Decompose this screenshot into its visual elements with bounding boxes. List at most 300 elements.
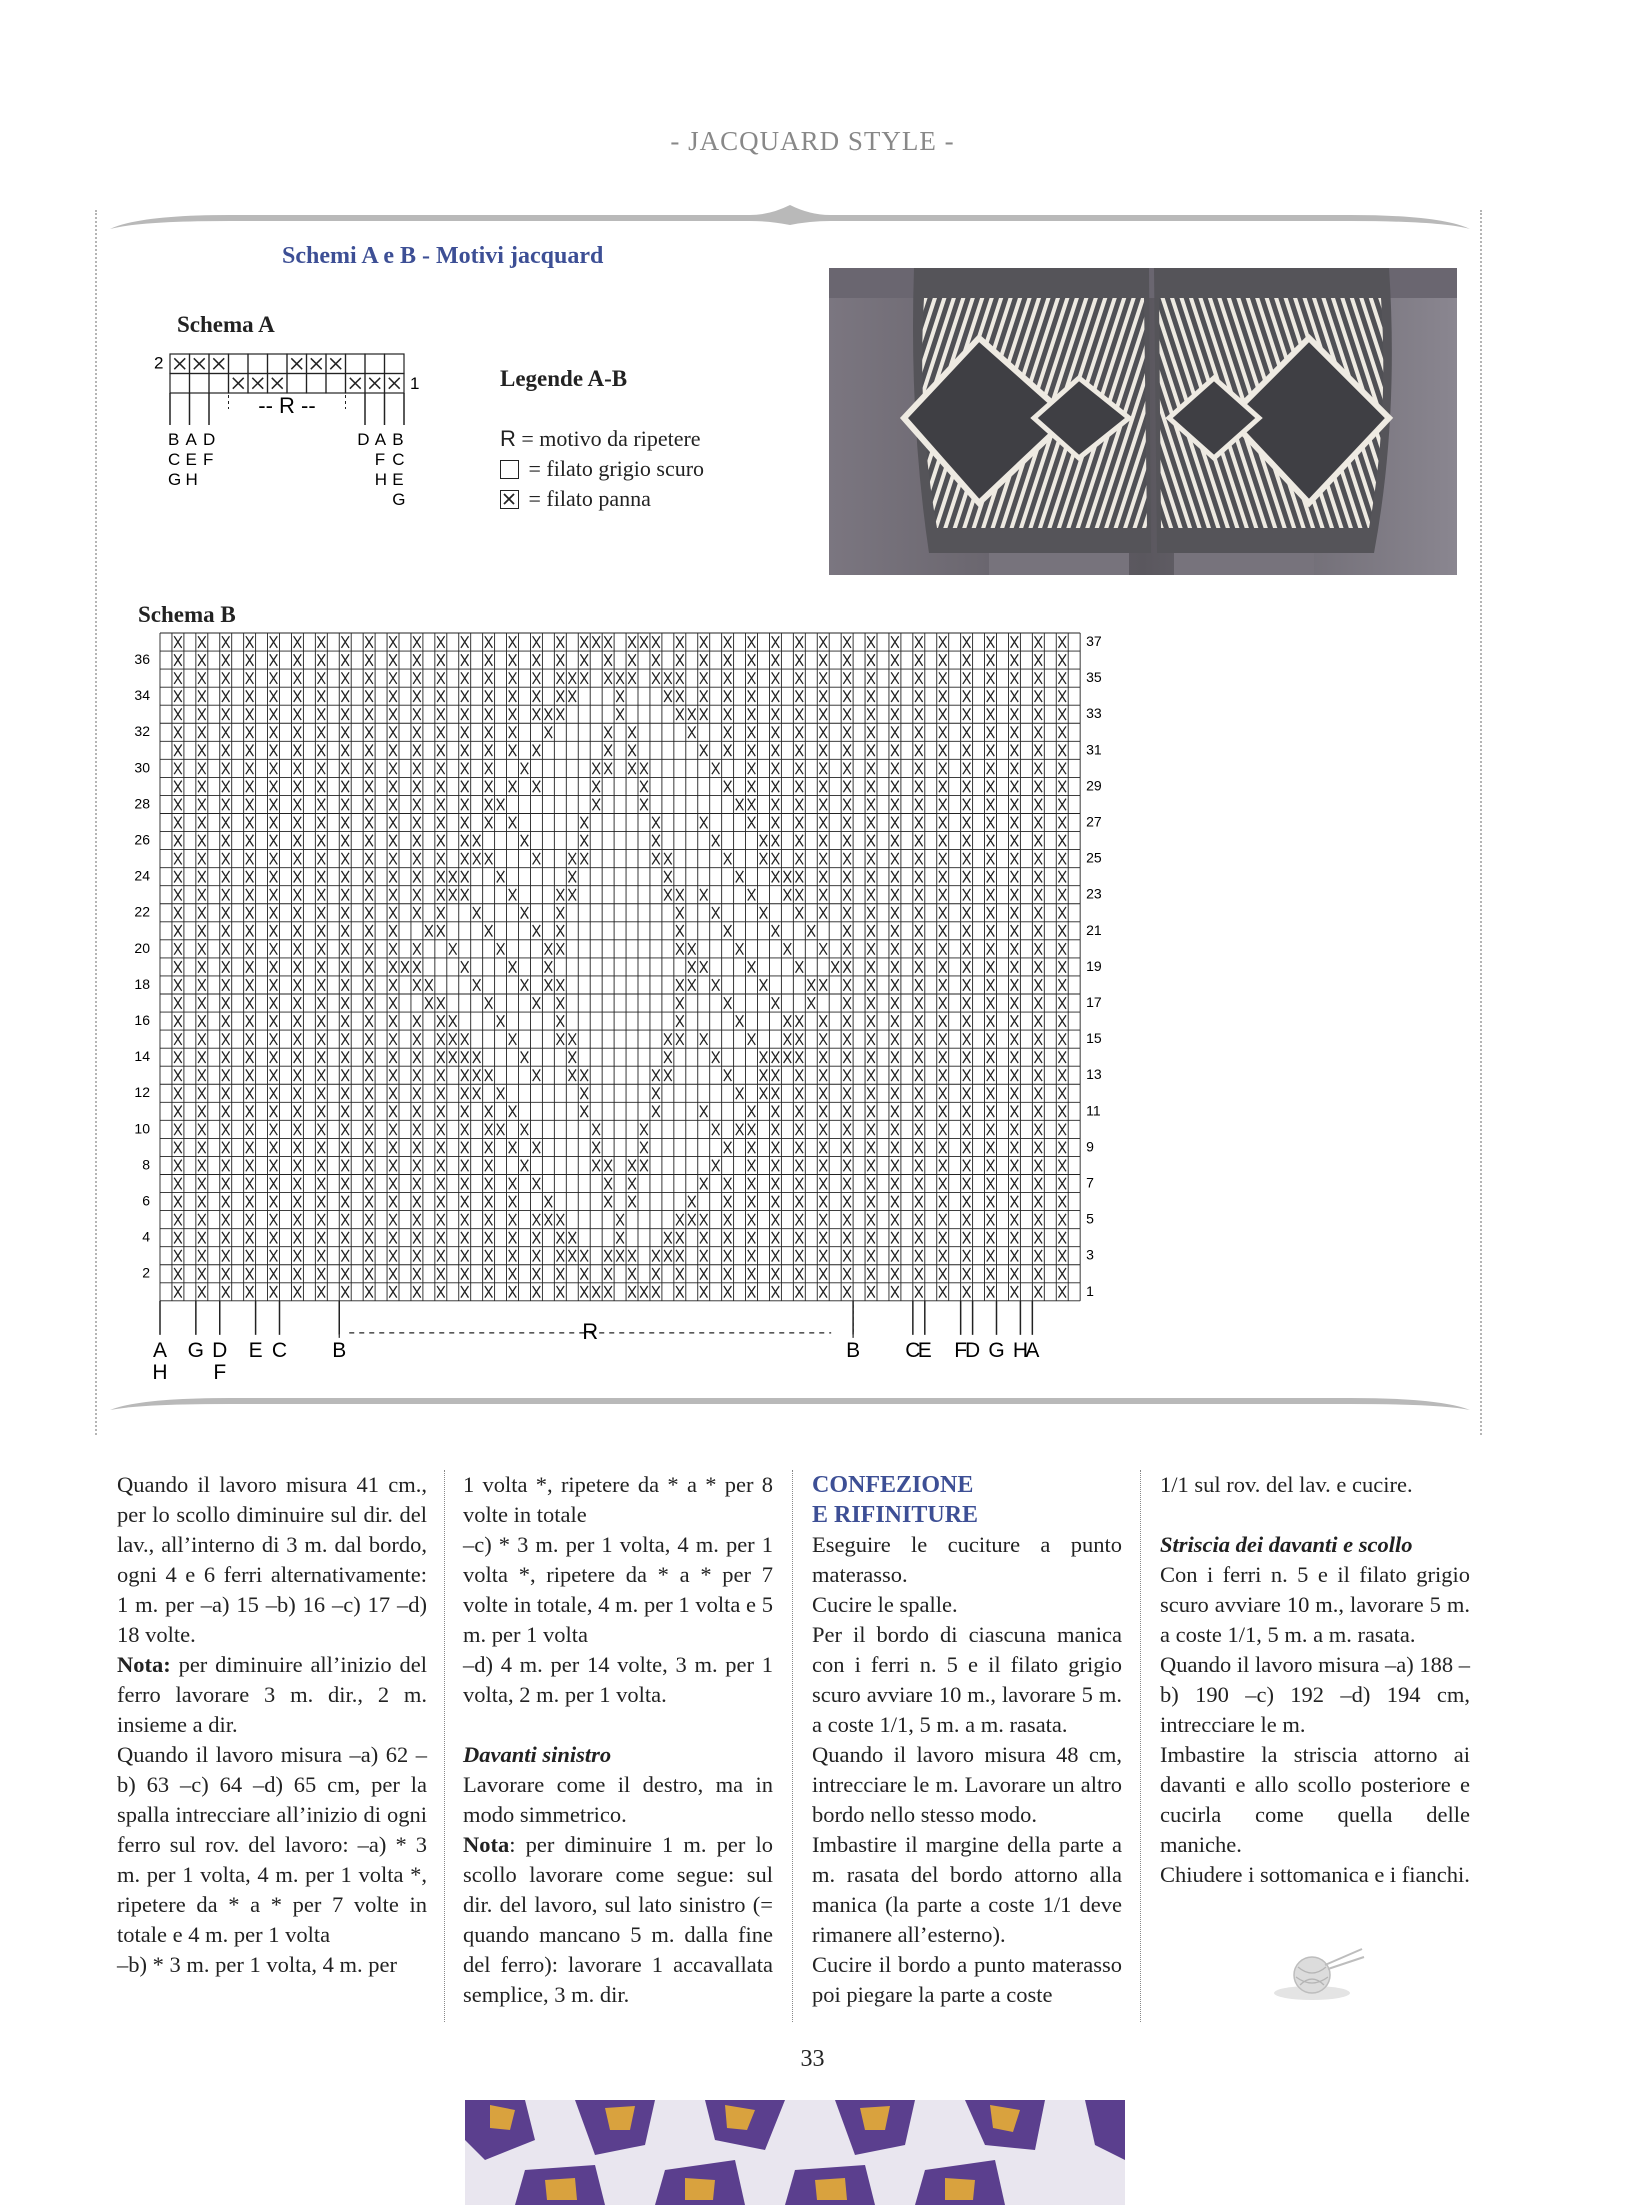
x-stitch	[222, 1124, 230, 1136]
x-stitch	[533, 853, 541, 865]
x-stitch	[891, 871, 899, 883]
x-stitch	[318, 1069, 326, 1081]
x-stitch	[449, 1015, 457, 1027]
x-stitch	[198, 925, 206, 937]
x-stitch	[198, 1232, 206, 1244]
x-stitch	[1058, 636, 1066, 648]
x-stitch	[891, 1196, 899, 1208]
x-stitch	[509, 726, 517, 738]
x-stitch	[1058, 997, 1066, 1009]
x-stitch	[867, 871, 875, 883]
x-stitch	[369, 378, 380, 389]
x-stitch	[389, 1069, 397, 1081]
x-stitch	[461, 799, 469, 811]
x-stitch	[963, 961, 971, 973]
x-stitch	[760, 979, 768, 991]
x-stitch	[246, 1214, 254, 1226]
x-stitch	[341, 997, 349, 1009]
x-stitch	[485, 1250, 493, 1262]
x-stitch	[318, 871, 326, 883]
x-stitch	[724, 1268, 732, 1280]
x-stitch	[341, 1015, 349, 1027]
x-stitch	[1058, 672, 1066, 684]
x-stitch	[915, 925, 923, 937]
x-stitch	[867, 1033, 875, 1045]
x-stitch	[772, 781, 780, 793]
x-stitch	[365, 781, 373, 793]
col3-paragraph-1: Eseguire le cuciture a punto materasso.	[812, 1532, 1122, 1587]
col2-heading: Davanti sinistro	[463, 1742, 612, 1767]
x-stitch	[365, 1250, 373, 1262]
x-stitch	[867, 1051, 875, 1063]
x-stitch	[389, 672, 397, 684]
x-stitch	[1035, 979, 1043, 991]
x-stitch	[987, 853, 995, 865]
x-stitch	[318, 817, 326, 829]
x-stitch	[664, 1250, 672, 1262]
x-stitch	[318, 781, 326, 793]
x-stitch	[915, 654, 923, 666]
x-stitch	[341, 672, 349, 684]
x-stitch	[939, 726, 947, 738]
x-stitch	[1035, 1033, 1043, 1045]
x-stitch	[784, 889, 792, 901]
x-stitch	[222, 1214, 230, 1226]
grid-cell	[229, 354, 249, 374]
x-stitch	[461, 1051, 469, 1063]
x-stitch	[1035, 1051, 1043, 1063]
x-stitch	[389, 871, 397, 883]
x-stitch	[867, 636, 875, 648]
marker-letter: B	[332, 1338, 347, 1362]
x-stitch	[987, 925, 995, 937]
x-stitch	[341, 1142, 349, 1154]
x-stitch	[437, 817, 445, 829]
column-rule-1	[444, 1470, 445, 2022]
x-stitch	[772, 1160, 780, 1172]
x-stitch	[350, 378, 361, 389]
x-stitch	[1035, 1214, 1043, 1226]
x-stitch	[318, 1250, 326, 1262]
x-stitch	[485, 708, 493, 720]
x-stitch	[389, 1232, 397, 1244]
x-stitch	[294, 1087, 302, 1099]
x-stitch	[222, 1232, 230, 1244]
x-stitch	[294, 672, 302, 684]
x-stitch	[270, 763, 278, 775]
x-stitch	[580, 654, 588, 666]
x-stitch	[497, 1087, 505, 1099]
x-stitch	[461, 672, 469, 684]
x-stitch	[365, 1069, 373, 1081]
x-stitch	[461, 961, 469, 973]
x-stitch	[318, 690, 326, 702]
x-stitch	[915, 1142, 923, 1154]
x-stitch	[616, 690, 624, 702]
x-stitch	[557, 1250, 565, 1262]
x-stitch	[413, 1268, 421, 1280]
x-stitch	[198, 1106, 206, 1118]
x-stitch	[796, 1178, 804, 1190]
x-stitch	[485, 726, 493, 738]
x-stitch	[341, 781, 349, 793]
x-stitch	[819, 672, 827, 684]
x-stitch	[246, 997, 254, 1009]
x-stitch	[198, 636, 206, 648]
x-stitch	[867, 745, 875, 757]
x-stitch	[246, 726, 254, 738]
x-stitch	[341, 1232, 349, 1244]
x-stitch	[796, 1250, 804, 1262]
x-stitch	[294, 1015, 302, 1027]
x-stitch	[270, 672, 278, 684]
x-stitch	[246, 943, 254, 955]
col4-paragraph-4: Imbastire la striscia attorno ai davanti e allo scollo posteriore e cucirla come quella delle maniche.	[1160, 1742, 1470, 1857]
schema-b-stitches	[174, 636, 1066, 1297]
x-stitch	[485, 745, 493, 757]
x-stitch	[198, 1015, 206, 1027]
x-stitch	[939, 1051, 947, 1063]
x-stitch	[891, 690, 899, 702]
section-title: Schemi A e B - Motivi jacquard	[282, 243, 604, 269]
x-stitch	[318, 997, 326, 1009]
x-stitch	[772, 997, 780, 1009]
x-stitch	[796, 1015, 804, 1027]
x-stitch	[365, 1214, 373, 1226]
x-stitch	[365, 817, 373, 829]
x-stitch	[473, 1051, 481, 1063]
x-stitch	[963, 907, 971, 919]
x-stitch	[174, 1160, 182, 1172]
x-stitch	[174, 763, 182, 775]
x-stitch	[557, 690, 565, 702]
x-stitch	[545, 943, 553, 955]
marker-letter: A	[152, 1338, 168, 1362]
marker-letter: G	[392, 490, 406, 509]
x-stitch	[867, 1214, 875, 1226]
x-stitch	[341, 799, 349, 811]
x-stitch	[939, 1178, 947, 1190]
x-stitch	[963, 1268, 971, 1280]
x-stitch	[557, 672, 565, 684]
x-stitch	[413, 763, 421, 775]
x-stitch	[963, 690, 971, 702]
x-stitch	[676, 654, 684, 666]
marker-letter: H	[185, 470, 198, 489]
x-stitch	[891, 1033, 899, 1045]
x-stitch	[1058, 817, 1066, 829]
x-stitch	[819, 1160, 827, 1172]
x-stitch	[724, 1142, 732, 1154]
x-stitch	[294, 1250, 302, 1262]
x-stitch	[222, 1268, 230, 1280]
x-stitch	[963, 979, 971, 991]
x-stitch	[1058, 1178, 1066, 1190]
x-stitch	[389, 853, 397, 865]
knitted-fabric-photo	[465, 2100, 1125, 2205]
x-stitch	[521, 763, 529, 775]
x-stitch	[676, 997, 684, 1009]
x-stitch	[640, 1142, 648, 1154]
x-stitch	[341, 1069, 349, 1081]
x-stitch	[1058, 1286, 1066, 1298]
x-stitch	[939, 1196, 947, 1208]
row-number-right: 15	[1086, 1030, 1102, 1047]
x-stitch	[1035, 1087, 1043, 1099]
x-stitch	[449, 871, 457, 883]
x-stitch	[341, 726, 349, 738]
x-stitch	[461, 889, 469, 901]
x-stitch	[485, 1178, 493, 1190]
x-stitch	[676, 943, 684, 955]
x-stitch	[198, 1196, 206, 1208]
x-stitch	[891, 1178, 899, 1190]
schema-a-grid	[170, 354, 404, 393]
x-stitch	[413, 690, 421, 702]
x-stitch	[748, 763, 756, 775]
x-stitch	[473, 1069, 481, 1081]
row-number-right: 5	[1086, 1210, 1094, 1227]
x-stitch	[867, 1087, 875, 1099]
x-stitch	[987, 1051, 995, 1063]
x-stitch	[1011, 925, 1019, 937]
marker-letter: B	[392, 430, 404, 449]
x-stitch	[318, 1051, 326, 1063]
x-stitch	[867, 925, 875, 937]
x-stitch	[843, 907, 851, 919]
x-stitch	[796, 1087, 804, 1099]
x-stitch	[365, 672, 373, 684]
x-stitch	[963, 1178, 971, 1190]
x-stitch	[987, 817, 995, 829]
x-stitch	[1011, 1250, 1019, 1262]
x-stitch	[198, 1124, 206, 1136]
x-stitch	[664, 672, 672, 684]
col4-paragraph-3: Quando il lavoro misura –a) 188 –b) 190 –c) 192 –d) 194 cm, intrecciare le m.	[1160, 1652, 1470, 1737]
x-stitch	[174, 1106, 182, 1118]
x-stitch	[252, 378, 263, 389]
x-stitch	[198, 1069, 206, 1081]
x-stitch	[819, 817, 827, 829]
col2-paragraph-2: –c) * 3 m. per 1 volta, 4 m. per 1 volta *, ripetere da * a * per 7 volte in totale, 4 m. per 1 volta e 5 m. per 1 volta	[463, 1532, 773, 1647]
x-stitch	[413, 654, 421, 666]
x-stitch	[198, 1286, 206, 1298]
x-stitch	[174, 1178, 182, 1190]
x-stitch	[580, 636, 588, 648]
x-stitch	[365, 997, 373, 1009]
x-stitch	[389, 799, 397, 811]
x-stitch	[939, 943, 947, 955]
x-stitch	[389, 726, 397, 738]
x-stitch	[819, 943, 827, 955]
x-stitch	[341, 1087, 349, 1099]
x-stitch	[724, 997, 732, 1009]
x-stitch	[389, 781, 397, 793]
row-number-left: 32	[134, 723, 150, 740]
x-stitch	[963, 1106, 971, 1118]
x-stitch	[318, 943, 326, 955]
x-stitch	[222, 763, 230, 775]
x-stitch	[1058, 1124, 1066, 1136]
x-stitch	[819, 799, 827, 811]
x-stitch	[891, 1015, 899, 1027]
row-number-left: 34	[134, 687, 150, 704]
x-stitch	[389, 654, 397, 666]
x-stitch	[246, 654, 254, 666]
x-stitch	[772, 871, 780, 883]
x-stitch	[604, 1196, 612, 1208]
grid-cell	[326, 374, 346, 394]
x-stitch	[437, 871, 445, 883]
x-stitch	[819, 1196, 827, 1208]
x-stitch	[437, 1106, 445, 1118]
x-stitch	[341, 1268, 349, 1280]
x-stitch	[318, 1268, 326, 1280]
x-stitch	[389, 636, 397, 648]
x-stitch	[485, 636, 493, 648]
x-stitch	[533, 997, 541, 1009]
x-stitch	[843, 799, 851, 811]
marker-letter: E	[248, 1338, 263, 1362]
x-stitch	[569, 690, 577, 702]
grid-cell	[268, 354, 288, 374]
x-stitch	[700, 690, 708, 702]
x-stitch	[772, 1087, 780, 1099]
x-stitch	[640, 1124, 648, 1136]
x-stitch	[796, 961, 804, 973]
x-stitch	[700, 1106, 708, 1118]
marker-letter: D	[357, 430, 370, 449]
marker-letter: A	[185, 430, 197, 449]
x-stitch	[652, 817, 660, 829]
x-stitch	[772, 1106, 780, 1118]
x-stitch	[1058, 853, 1066, 865]
x-stitch	[413, 1196, 421, 1208]
x-stitch	[772, 925, 780, 937]
x-stitch	[569, 1232, 577, 1244]
x-stitch	[198, 1250, 206, 1262]
x-stitch	[1011, 1051, 1019, 1063]
x-stitch	[843, 654, 851, 666]
x-stitch	[1035, 997, 1043, 1009]
x-stitch	[341, 1051, 349, 1063]
x-stitch	[270, 654, 278, 666]
col2-spacer	[463, 1710, 773, 1740]
x-stitch	[963, 763, 971, 775]
x-stitch	[222, 726, 230, 738]
x-stitch	[867, 708, 875, 720]
x-stitch	[796, 726, 804, 738]
row-number-left: 30	[134, 759, 150, 776]
x-stitch	[294, 925, 302, 937]
x-stitch	[246, 1142, 254, 1154]
col1-paragraph-3: –b) * 3 m. per 1 volta, 4 m. per	[117, 1952, 397, 1977]
x-stitch	[222, 853, 230, 865]
col2-paragraph-1: 1 volta *, ripetere da * a * per 8 volte in totale	[463, 1472, 773, 1527]
x-stitch	[1011, 979, 1019, 991]
x-stitch	[1035, 817, 1043, 829]
x-stitch	[1035, 763, 1043, 775]
x-stitch	[891, 1232, 899, 1244]
x-stitch	[1035, 925, 1043, 937]
x-stitch	[437, 1286, 445, 1298]
x-stitch	[772, 1286, 780, 1298]
x-stitch	[1058, 943, 1066, 955]
x-stitch	[819, 853, 827, 865]
x-stitch	[437, 1160, 445, 1172]
x-stitch	[843, 943, 851, 955]
x-stitch	[365, 726, 373, 738]
x-stitch	[1058, 690, 1066, 702]
col3-paragraph-4: Quando il lavoro misura 48 cm, intrecciare le m. Lavorare un altro bordo nello stesso modo.	[812, 1742, 1122, 1827]
x-stitch	[246, 1124, 254, 1136]
x-stitch	[533, 654, 541, 666]
x-stitch	[736, 871, 744, 883]
x-stitch	[891, 997, 899, 1009]
x-stitch	[569, 1051, 577, 1063]
x-stitch	[867, 781, 875, 793]
x-stitch	[270, 1268, 278, 1280]
x-stitch	[174, 1232, 182, 1244]
x-stitch	[867, 1124, 875, 1136]
x-stitch	[592, 1142, 600, 1154]
marker-letter: G	[168, 470, 182, 489]
x-stitch	[1058, 925, 1066, 937]
marker-letter: B	[846, 1338, 861, 1362]
x-stitch	[270, 1286, 278, 1298]
marker-letter: G	[187, 1338, 205, 1362]
x-stitch	[628, 636, 636, 648]
x-stitch	[294, 745, 302, 757]
x-stitch	[485, 1160, 493, 1172]
x-stitch	[580, 1106, 588, 1118]
x-stitch	[557, 1033, 565, 1045]
x-stitch	[939, 889, 947, 901]
x-stitch	[915, 979, 923, 991]
x-stitch	[270, 690, 278, 702]
x-stitch	[819, 907, 827, 919]
x-stitch	[819, 690, 827, 702]
marker-letter: C	[392, 450, 405, 469]
x-stitch	[1035, 853, 1043, 865]
x-stitch	[843, 1286, 851, 1298]
x-stitch	[963, 1232, 971, 1244]
x-stitch	[652, 1087, 660, 1099]
x-stitch	[819, 1087, 827, 1099]
x-stitch	[389, 1268, 397, 1280]
x-stitch	[843, 745, 851, 757]
x-stitch	[580, 672, 588, 684]
x-stitch	[580, 1087, 588, 1099]
x-stitch	[521, 1160, 529, 1172]
x-stitch	[449, 1051, 457, 1063]
x-stitch	[341, 1160, 349, 1172]
x-stitch	[592, 781, 600, 793]
x-stitch	[222, 943, 230, 955]
row-number-right: 23	[1086, 885, 1102, 902]
x-stitch	[748, 1250, 756, 1262]
x-stitch	[867, 943, 875, 955]
x-stitch	[341, 636, 349, 648]
x-stitch	[652, 1286, 660, 1298]
x-stitch	[461, 1124, 469, 1136]
x-stitch	[557, 1286, 565, 1298]
x-stitch	[640, 799, 648, 811]
x-stitch	[318, 1160, 326, 1172]
x-stitch	[318, 979, 326, 991]
x-stitch	[891, 961, 899, 973]
x-stitch	[796, 708, 804, 720]
